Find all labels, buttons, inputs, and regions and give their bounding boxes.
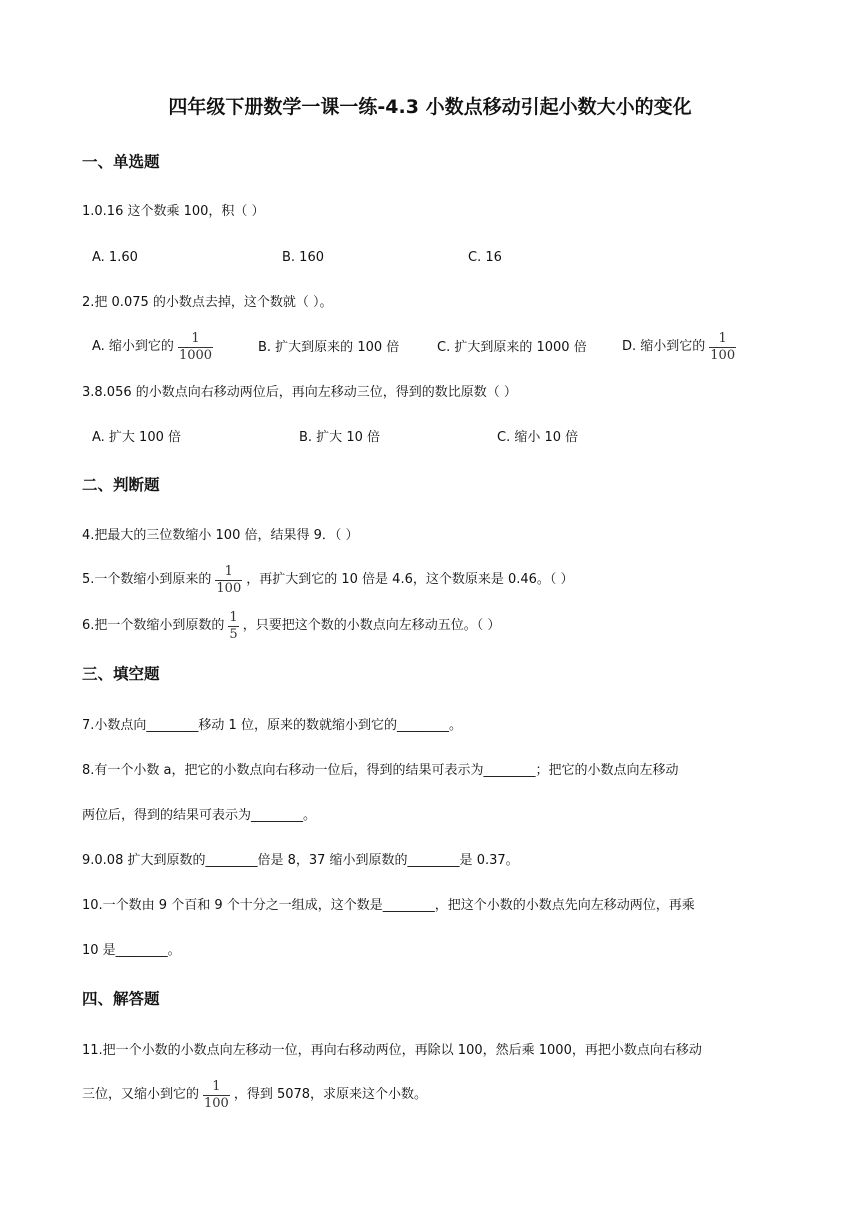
fraction-denominator: 5: [229, 626, 238, 642]
question-5: [82, 562, 574, 598]
question-3: 3.8.056 的小数点向右移动两位后，再向左移动三位，得到的数比原数（ ）: [82, 385, 517, 400]
question-5-text-start: 5.一个数缩小到原来的: [82, 572, 212, 587]
page-title: 四年级下册数学一课一练-4.3 小数点移动引起小数大小的变化: [168, 96, 692, 118]
question-9: 9.0.08 扩大到原数的________倍是 8，37 缩小到原数的________是 0.37。: [82, 853, 519, 868]
section-heading-solve: 四、解答题: [82, 990, 160, 1008]
question-11-line-2: [82, 1077, 427, 1113]
fraction-numerator: 1: [229, 609, 238, 625]
fraction: [709, 332, 736, 363]
question-1: 1.0.16 这个数乘 100，积（ ）: [82, 204, 265, 219]
q2-option-a: [92, 329, 217, 365]
question-6-text-start: 6.把一个数缩小到原数的: [82, 618, 225, 633]
fraction-denominator: 100: [710, 347, 736, 363]
fraction: [178, 332, 213, 363]
q1-option-c: C. 16: [468, 250, 502, 265]
q2-option-d: [622, 329, 740, 365]
q2-option-c: C. 扩大到原来的 1000 倍: [437, 340, 587, 355]
q3-option-b: B. 扩大 10 倍: [299, 430, 380, 445]
q3-option-a: A. 扩大 100 倍: [92, 430, 182, 445]
question-6: [82, 608, 500, 644]
q2-option-a-text: A. 缩小到它的: [92, 339, 174, 354]
q2-option-d-text: D. 缩小到它的: [622, 339, 706, 354]
question-4: 4.把最大的三位数缩小 100 倍，结果得 9．（ ）: [82, 528, 359, 543]
question-11-text-end: ，得到 5078，求原来这个小数。: [233, 1087, 428, 1102]
fraction: [203, 1080, 230, 1111]
question-10-line-1: 10.一个数由 9 个百和 9 个十分之一组成，这个数是________，把这个小数的小数点先向左移动两位，再乘: [82, 898, 695, 913]
fraction-denominator: 1000: [178, 347, 213, 363]
question-2: 2.把 0.075 的小数点去掉，这个数就（ ）。: [82, 295, 333, 310]
question-8-line-2: 两位后，得到的结果可表示为________。: [82, 808, 317, 823]
question-8-line-1: 8.有一个小数 a，把它的小数点向右移动一位后，得到的结果可表示为________；把它的小数点向左移动: [82, 763, 679, 778]
fraction-denominator: 100: [204, 1095, 229, 1111]
q1-option-b: B. 160: [282, 250, 324, 265]
fraction-numerator: 1: [212, 1078, 221, 1094]
section-heading-fill-blank: 三、填空题: [82, 665, 160, 683]
fraction-numerator: 1: [718, 330, 727, 346]
question-5-text-end: ，再扩大到它的 10 倍是 4.6，这个数原来是 0.46。（ ）: [246, 572, 574, 587]
question-10-line-2: 10 是________。: [82, 943, 181, 958]
question-11-text-start: 三位，又缩小到它的: [82, 1087, 200, 1102]
section-heading-single-choice: 一、单选题: [82, 153, 160, 171]
fraction: [228, 611, 238, 642]
fraction: [215, 565, 242, 596]
question-7: 7.小数点向________移动 1 位，原来的数就缩小到它的________。: [82, 718, 462, 733]
fraction-numerator: 1: [224, 563, 233, 579]
question-11-line-1: 11.把一个小数的小数点向左移动一位，再向右移动两位，再除以 100，然后乘 1000，再把小数点向右移动: [82, 1043, 702, 1058]
question-6-text-end: ，只要把这个数的小数点向左移动五位。（ ）: [242, 618, 501, 633]
q1-option-a: A. 1.60: [92, 250, 138, 265]
fraction-numerator: 1: [191, 330, 200, 346]
fraction-denominator: 100: [216, 580, 242, 596]
section-heading-true-false: 二、判断题: [82, 476, 160, 494]
q3-option-c: C. 缩小 10 倍: [497, 430, 579, 445]
q2-option-b: B. 扩大到原来的 100 倍: [258, 340, 400, 355]
